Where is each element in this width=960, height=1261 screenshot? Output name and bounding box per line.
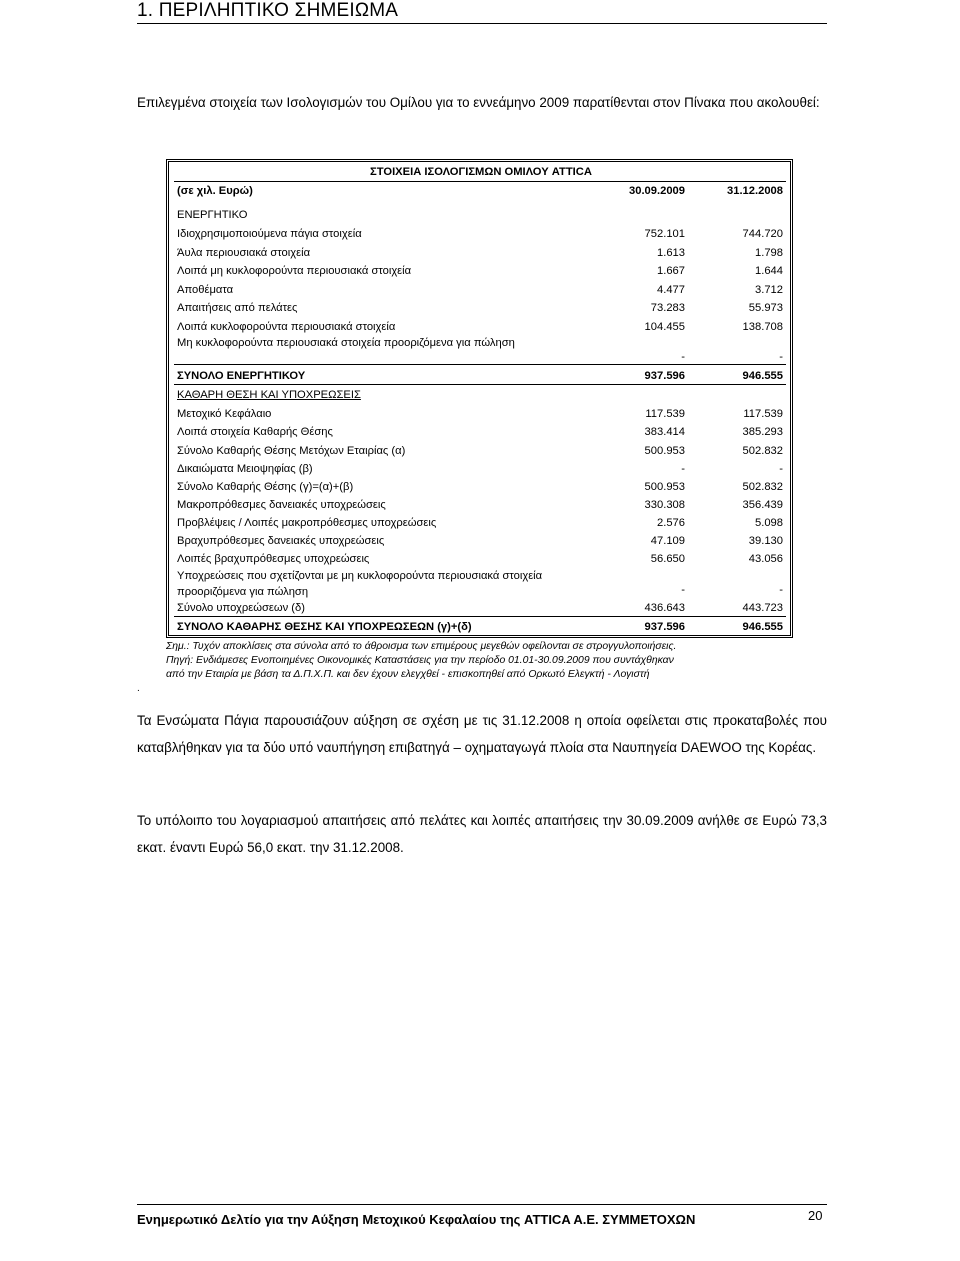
table-rule bbox=[174, 616, 786, 617]
row-label: Προβλέψεις / Λοιπές μακροπρόθεσμες υποχρεώσεις bbox=[177, 517, 437, 529]
row-label: Άυλα περιουσιακά στοιχεία bbox=[177, 247, 311, 259]
row-value-2008: 1.644 bbox=[755, 265, 783, 277]
row-value-2009: - bbox=[681, 463, 685, 475]
table-rule bbox=[174, 364, 786, 365]
section-label-equity-liabilities: ΚΑΘΑΡΗ ΘΕΣΗ ΚΑΙ ΥΠΟΧΡΕΩΣΕΙΣ bbox=[177, 389, 361, 401]
row-label: Υποχρεώσεις που σχετίζονται με μη κυκλοφορούντα περιουσιακά στοιχεία προοριζόμενα για πώληση bbox=[177, 570, 543, 598]
row-label: Λοιπές βραχυπρόθεσμες υποχρεώσεις bbox=[177, 553, 370, 565]
row-value-2009: 937.596 bbox=[644, 370, 685, 382]
unit-label: (σε χιλ. Ευρώ) bbox=[177, 185, 253, 197]
row-value-2008: 117.539 bbox=[743, 408, 783, 420]
section-label-assets: ΕΝΕΡΓΗΤΙΚΟ bbox=[177, 209, 248, 221]
row-value-2009: - bbox=[681, 584, 685, 596]
row-value-2009: 104.455 bbox=[644, 321, 685, 333]
row-value-2009: 500.953 bbox=[644, 445, 685, 457]
row-label: Μακροπρόθεσμες δανειακές υποχρεώσεις bbox=[177, 499, 386, 511]
row-value-2009: 73.283 bbox=[650, 302, 685, 314]
row-label: Βραχυπρόθεσμες δανειακές υποχρεώσεις bbox=[177, 535, 385, 547]
row-value-2009: 47.109 bbox=[650, 535, 685, 547]
column-header-2008: 31.12.2008 bbox=[727, 185, 783, 197]
row-value-2009: - bbox=[681, 351, 685, 363]
row-value-2008: 39.130 bbox=[748, 535, 783, 547]
row-label: Λοιπά στοιχεία Καθαρής Θέσης bbox=[177, 426, 333, 438]
row-value-2009: 383.414 bbox=[644, 426, 685, 438]
row-value-2008: 356.439 bbox=[742, 499, 783, 511]
row-label: Λοιπά κυκλοφορούντα περιουσιακά στοιχεία bbox=[177, 321, 396, 333]
paragraph-fixed-assets: Τα Ενσώματα Πάγια παρουσιάζουν αύξηση σε σχέση με τις 31.12.2008 η οποία οφείλεται στις προκαταβολές που καταβλήθηκαν για τα δύο υπό ναυπήγηση επιβατηγά – οχηματαγωγά πλοία στα Ναυπηγεία DAEWOO της Κορέας. bbox=[137, 713, 827, 755]
row-value-2008: 744.720 bbox=[742, 228, 783, 240]
section-title: 1. ΠΕΡΙΛΗΠΤΙΚΟ ΣΗΜΕΙΩΜΑ bbox=[137, 0, 399, 21]
row-value-2008: 138.708 bbox=[742, 321, 783, 333]
row-label: Σύνολο υποχρεώσεων (δ) bbox=[177, 602, 305, 614]
footer-divider bbox=[137, 1204, 827, 1205]
stray-dot: . bbox=[137, 683, 140, 694]
row-label: ΣΥΝΟΛΟ ΚΑΘΑΡΗΣ ΘΕΣΗΣ ΚΑΙ ΥΠΟΧΡΕΩΣΕΩΝ (γ)+(δ) bbox=[177, 621, 472, 633]
row-value-2009: 752.101 bbox=[644, 228, 685, 240]
row-value-2008: 502.832 bbox=[742, 445, 783, 457]
column-header-2009: 30.09.2009 bbox=[629, 185, 685, 197]
row-label: Αποθέματα bbox=[177, 284, 234, 296]
row-value-2009: 2.576 bbox=[657, 517, 685, 529]
intro-paragraph: Επιλεγμένα στοιχεία των Ισολογισμών του Ομίλου για το εννεάμηνο 2009 παρατίθενται στον Πίνακα που ακολουθεί: bbox=[137, 95, 820, 110]
title-divider bbox=[137, 23, 827, 24]
footer-text: Ενημερωτικό Δελτίο για την Αύξηση Μετοχικού Κεφαλαίου της ATTICA A.E. ΣΥΜΜΕΤΟΧΩΝ bbox=[137, 1212, 696, 1227]
row-value-2008: 502.832 bbox=[742, 481, 783, 493]
page-number: 20 bbox=[808, 1208, 823, 1223]
row-label: Σύνολο Καθαρής Θέσης (γ)=(α)+(β) bbox=[177, 481, 354, 493]
row-value-2008: 385.293 bbox=[742, 426, 783, 438]
row-label: Μη κυκλοφορούντα περιουσιακά στοιχεία προοριζόμενα για πώληση bbox=[177, 337, 515, 349]
row-label: Ιδιοχρησιμοποιούμενα πάγια στοιχεία bbox=[177, 228, 362, 240]
row-label: Λοιπά μη κυκλοφορούντα περιουσιακά στοιχεία bbox=[177, 265, 412, 277]
row-value-2009: 937.596 bbox=[644, 621, 685, 633]
table-title: ΣΤΟΙΧΕΙΑ ΙΣΟΛΟΓΙΣΜΩΝ ΟΜΙΛΟΥ ATTICA bbox=[370, 166, 592, 178]
row-value-2009: 1.613 bbox=[657, 247, 685, 259]
table-rule bbox=[174, 384, 786, 385]
source-note: Πηγή: Ενδιάμεσες Ενοποιημένες Οικονομικές Καταστάσεις για την περίοδο 01.01-30.09.2009 που συντάχθηκαν bbox=[166, 655, 674, 666]
row-value-2008: 443.723 bbox=[742, 602, 783, 614]
row-label: Απαιτήσεις από πελάτες bbox=[177, 302, 298, 314]
row-value-2009: 1.667 bbox=[657, 265, 685, 277]
table-note: Σημ.: Τυχόν αποκλίσεις στα σύνολα από το άθροισμα των επιμέρους μεγεθών οφείλονται σε στρογγυλοποιήσεις. bbox=[166, 641, 677, 652]
source-note-continued: από την Εταιρία με βάση τα Δ.Π.Χ.Π. και δεν έχουν ελεγχθεί - επισκοπηθεί από Ορκωτό Ελεγκτή - Λογιστή bbox=[166, 669, 650, 680]
paragraph-receivables: Το υπόλοιπο του λογαριασμού απαιτήσεις από πελάτες και λοιπές απαιτήσεις την 30.09.2009 ανήλθε σε Ευρώ 73,3 εκατ. έναντι Ευρώ 56,0 εκατ. την 31.12.2008. bbox=[137, 813, 827, 855]
row-value-2008: 1.798 bbox=[755, 247, 783, 259]
row-label: Σύνολο Καθαρής Θέσης Μετόχων Εταιρίας (α) bbox=[177, 445, 406, 457]
row-value-2009: 56.650 bbox=[650, 553, 685, 565]
row-value-2009: 117.539 bbox=[645, 408, 685, 420]
row-value-2009: 436.643 bbox=[644, 602, 685, 614]
row-value-2008: 55.973 bbox=[748, 302, 783, 314]
row-value-2009: 330.308 bbox=[644, 499, 685, 511]
row-value-2008: 43.056 bbox=[748, 553, 783, 565]
table-rule bbox=[174, 181, 786, 182]
row-label: Μετοχικό Κεφάλαιο bbox=[177, 408, 272, 420]
row-value-2008: - bbox=[779, 463, 783, 475]
row-label: ΣΥΝΟΛΟ ΕΝΕΡΓΗΤΙΚΟΥ bbox=[177, 370, 306, 382]
row-value-2008: 5.098 bbox=[755, 517, 783, 529]
row-value-2009: 4.477 bbox=[657, 284, 685, 296]
row-value-2008: 946.555 bbox=[742, 370, 783, 382]
row-value-2008: 3.712 bbox=[755, 284, 783, 296]
row-value-2008: - bbox=[779, 351, 783, 363]
row-value-2008: 946.555 bbox=[742, 621, 783, 633]
row-value-2009: 500.953 bbox=[644, 481, 685, 493]
row-label: Δικαιώματα Μειοψηφίας (β) bbox=[177, 463, 313, 475]
row-value-2008: - bbox=[779, 584, 783, 596]
